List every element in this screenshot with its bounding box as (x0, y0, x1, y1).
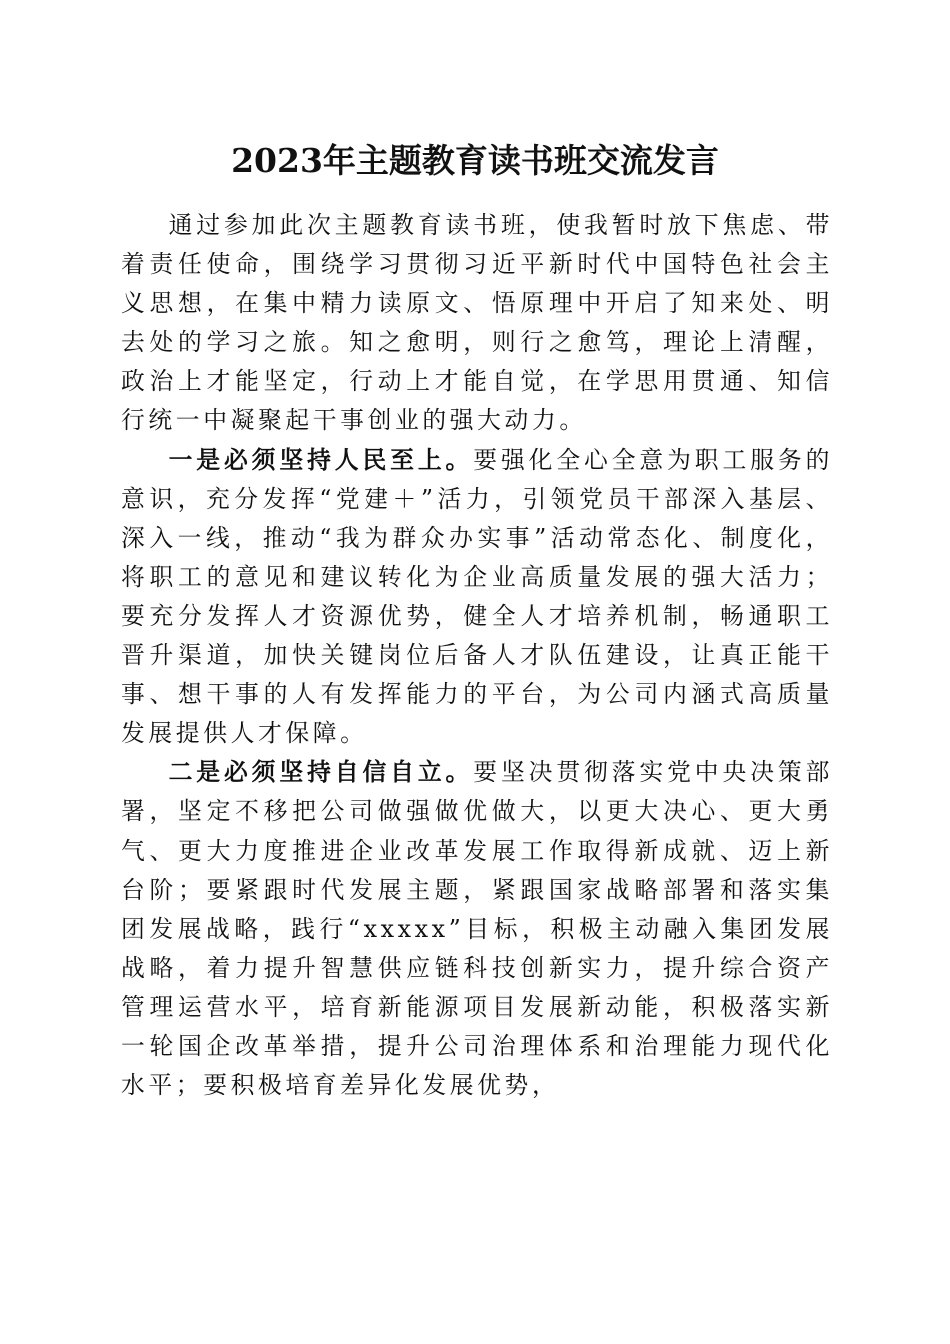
paragraph-lead: 一是必须坚持人民至上。 (168, 445, 474, 474)
paragraph-text: 通过参加此次主题教育读书班，使我暂时放下焦虑、带着责任使命，围绕学习贯彻习近平新时代中国特色社会主义思想，在集中精力读原文、悟原理中开启了知来处、明去处的学习之旅。知之愈明，则行之愈笃，理论上清醒，政治上才能坚定，行动上才能自觉，在学思用贯通、知信行统一中凝聚起干事创业的强大动力。 (121, 211, 833, 435)
paragraph-text: 要坚决贯彻落实党中央决策部署，坚定不移把公司做强做优做大，以更大决心、更大勇气、更大力度推进企业改革发展工作取得新成就、迈上新台阶；要紧跟时代发展主题，紧跟国家战略部署和落实集团发展战略，践行“xxxxx”目标，积极主动融入集团发展战略，着力提升智慧供应链科技创新实力，提升综合资产管理运营水平，培育新能源项目发展新动能，积极落实新一轮国企改革举措，提升公司治理体系和治理能力现代化水平；要积极培育差异化发展优势， (121, 758, 833, 1100)
paragraph-intro (121, 206, 833, 441)
paragraph-point-one (121, 441, 833, 754)
document-title: 2023年主题教育读书班交流发言 (231, 141, 719, 180)
paragraph-lead: 二是必须坚持自信自立。 (168, 758, 474, 787)
paragraph-point-two (121, 753, 833, 1105)
document-body (121, 206, 833, 1105)
paragraph-text: 要强化全心全意为职工服务的意识，充分发挥“党建＋”活力，引领党员干部深入基层、深入一线，推动“我为群众办实事”活动常态化、制度化，将职工的意见和建议转化为企业高质量发展的强大活力；要充分发挥人才资源优势，健全人才培养机制，畅通职工晋升渠道，加快关键岗位后备人才队伍建设，让真正能干事、想干事的人有发挥能力的平台，为公司内涵式高质量发展提供人才保障。 (121, 445, 833, 748)
